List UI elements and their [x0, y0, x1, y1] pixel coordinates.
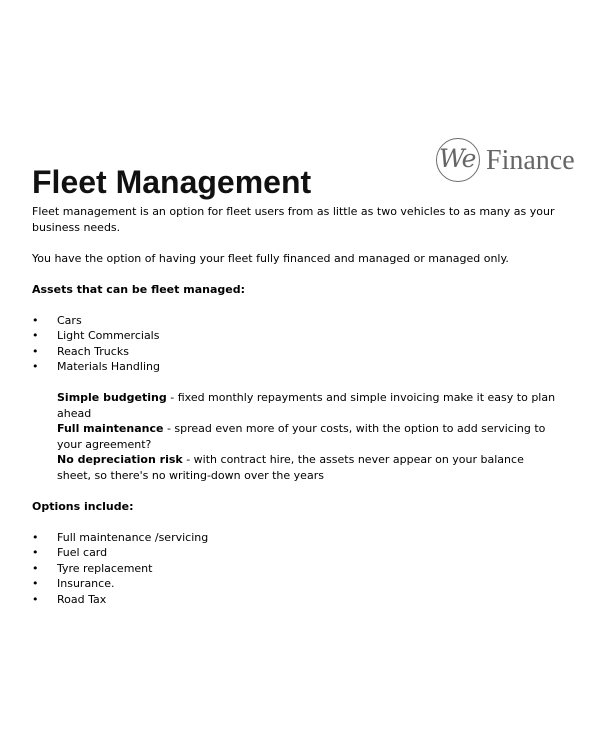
- feature-text: - fixed monthly repayments and simple invoicing make it easy to plan ahead: [57, 391, 556, 420]
- feature-label: Full maintenance: [57, 422, 164, 435]
- list-item: • Materials Handling: [32, 359, 560, 375]
- list-item: • Light Commercials: [32, 328, 560, 344]
- list-item: • Fuel card: [32, 545, 560, 561]
- option-paragraph: You have the option of having your fleet fully financed and managed or managed only.: [32, 251, 509, 265]
- options-list: [32, 530, 560, 608]
- feature-simple-budgeting: [57, 390, 560, 421]
- list-item: • Tyre replacement: [32, 561, 560, 577]
- document-body: [32, 204, 560, 607]
- feature-label: Simple budgeting: [57, 391, 167, 404]
- wefinance-logo: [436, 136, 596, 186]
- options-heading: Options include:: [32, 499, 134, 513]
- intro-paragraph: Fleet management is an option for fleet users from as little as two vehicles to as many as your business needs.: [32, 205, 555, 234]
- list-item: • Insurance.: [32, 576, 560, 592]
- list-item: • Reach Trucks: [32, 344, 560, 360]
- feature-no-depreciation-risk: [57, 452, 560, 483]
- assets-heading: Assets that can be fleet managed:: [32, 282, 245, 296]
- feature-full-maintenance: [57, 421, 560, 452]
- list-item: • Full maintenance /servicing: [32, 530, 560, 546]
- feature-text: - spread even more of your costs, with the option to add servicing to your agreement?: [57, 422, 546, 451]
- logo-we-text: We: [439, 144, 476, 173]
- page-title: Fleet Management: [32, 164, 312, 200]
- feature-label: No depreciation risk: [57, 453, 183, 466]
- feature-text: - with contract hire, the assets never appear on your balance sheet, so there's no writing-down over the years: [57, 453, 524, 482]
- list-item: • Road Tax: [32, 592, 560, 608]
- features-block: [32, 390, 560, 483]
- assets-list: [32, 313, 560, 375]
- logo-finance-text: Finance: [486, 145, 575, 176]
- list-item: • Cars: [32, 313, 560, 329]
